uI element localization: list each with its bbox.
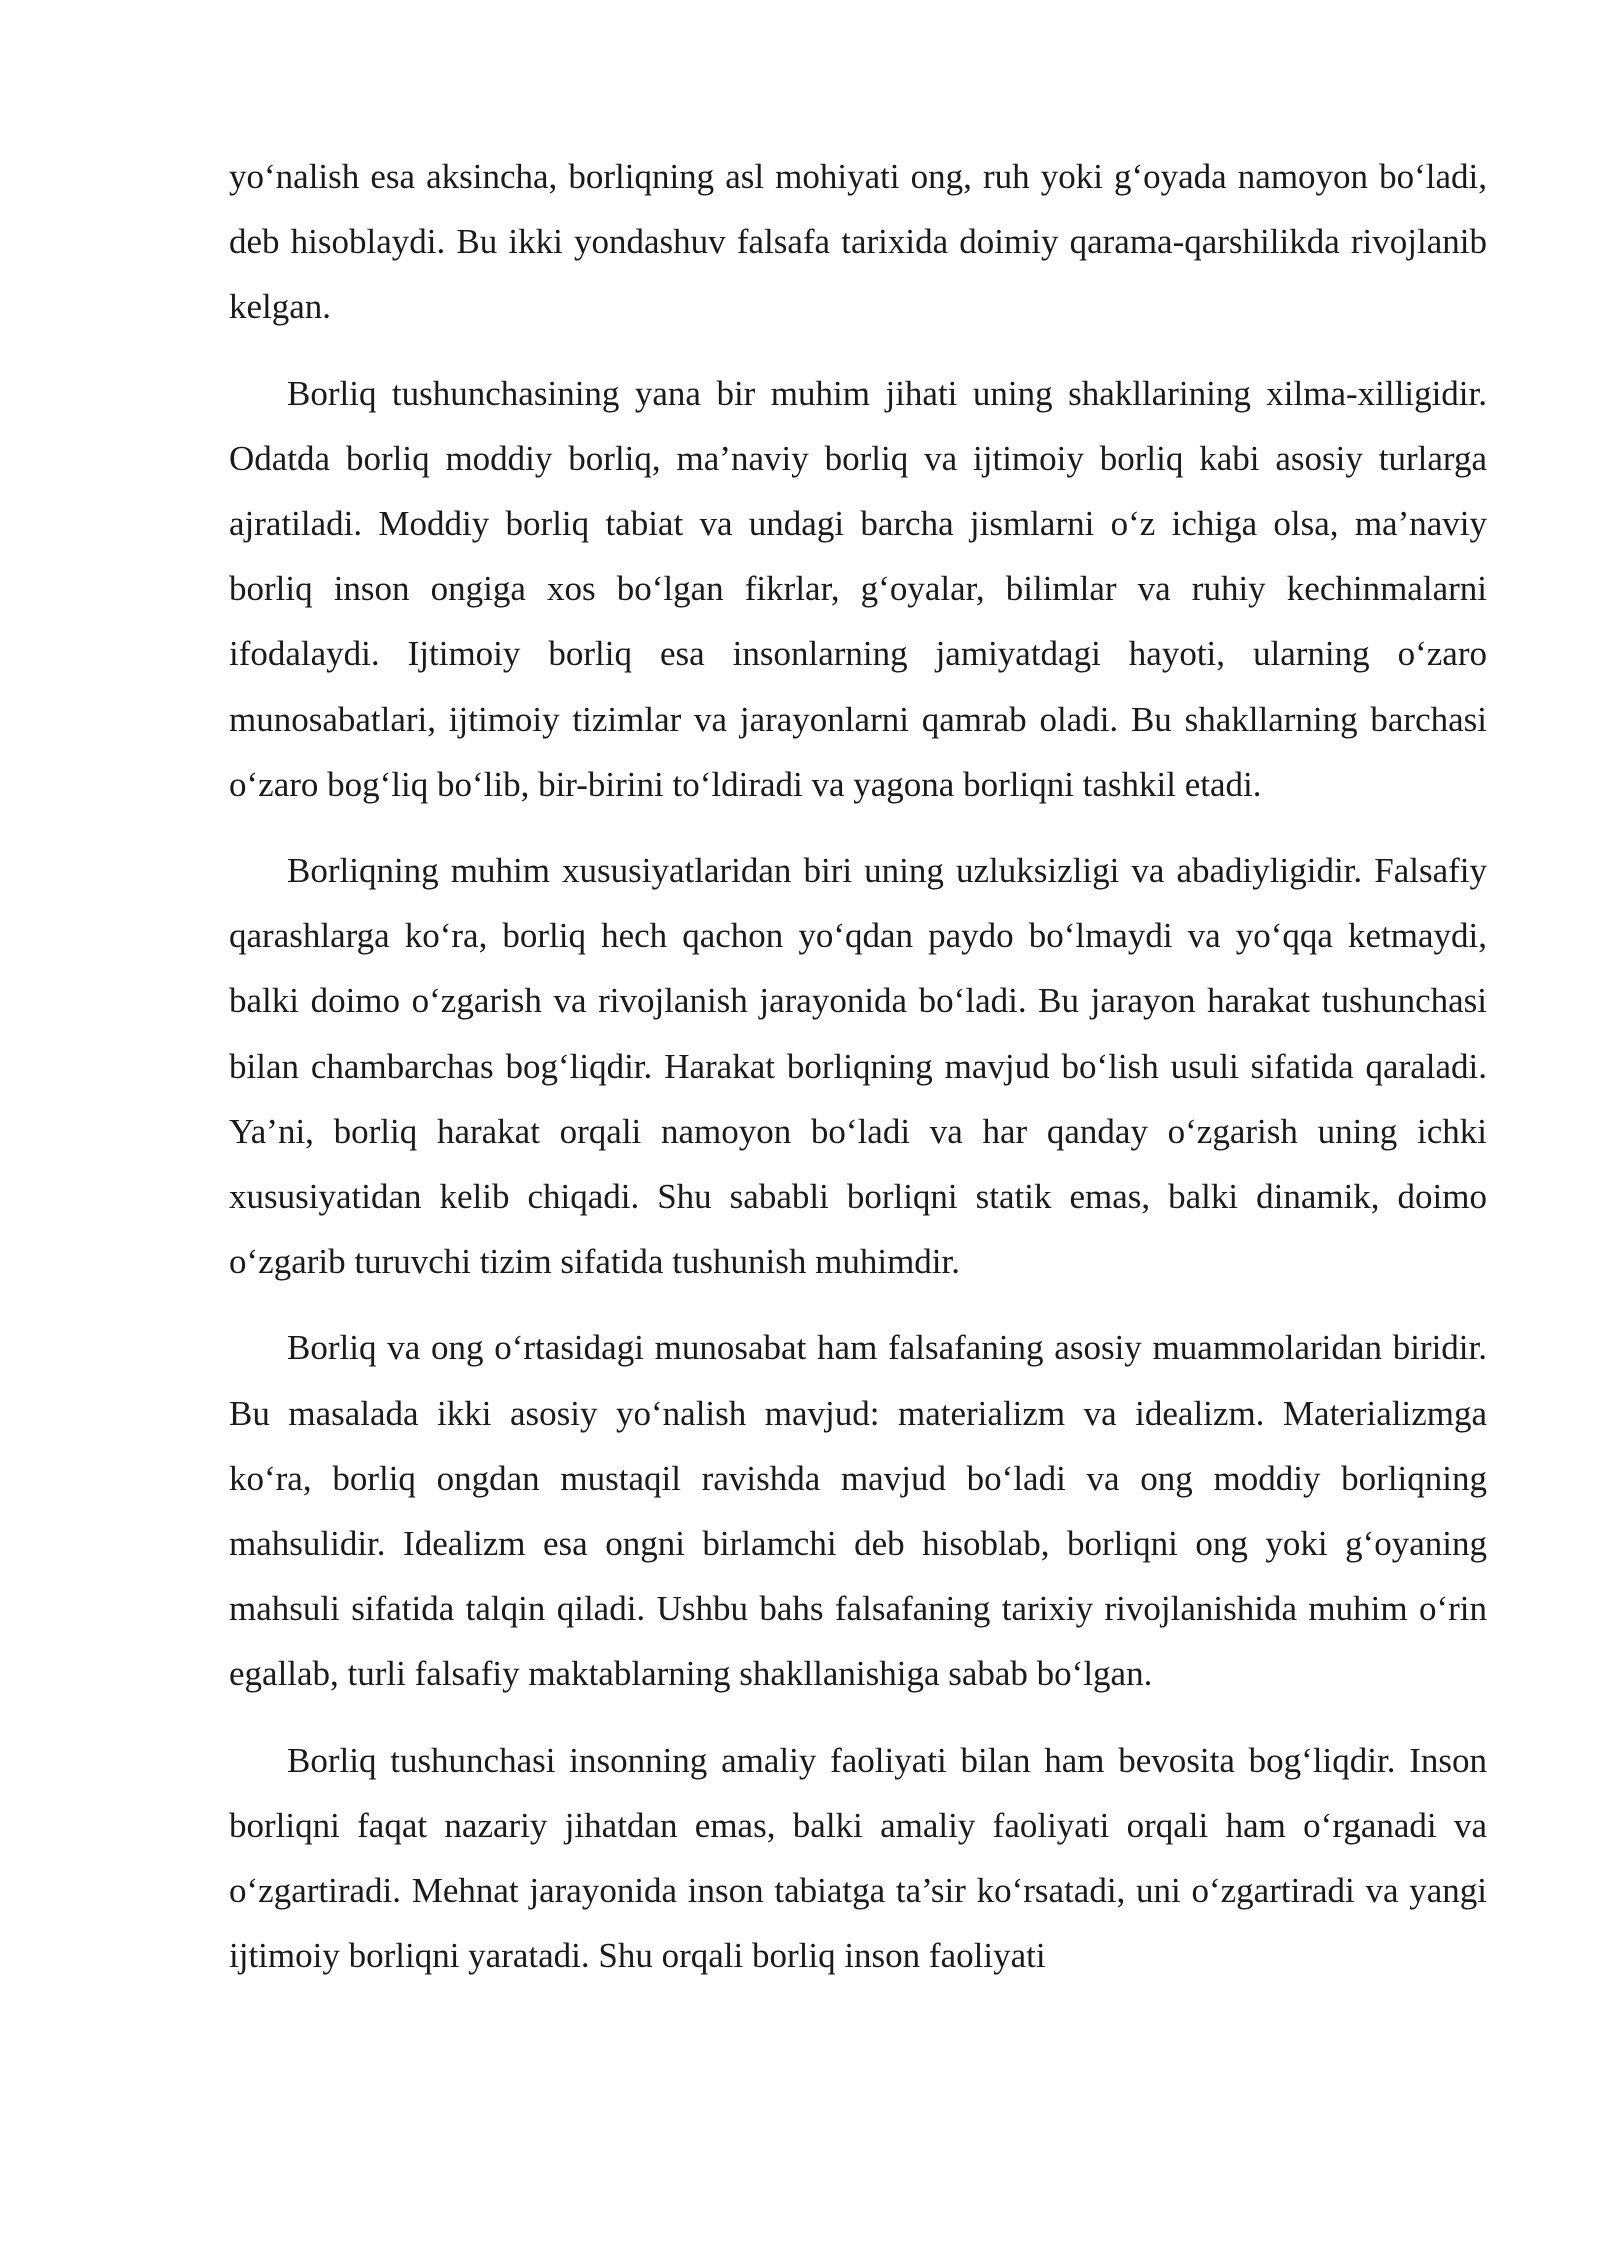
paragraph-2: Borliq tushunchasining yana bir muhim jihati uning shakllarining xilma-xilligidir. Odatda borliq moddiy borliq, ma’naviy borliq va ijtimoiy borliq kabi asosiy turlarga ajratiladi. Moddiy borliq tabiat va undagi barcha jismlarni o‘z ichiga olsa, ma’naviy borliq inson ongiga xos bo‘lgan fikrlar, g‘oyalar, bilimlar va ruhiy kechinmalarni ifodalaydi. Ijtimoiy borliq esa insonlarning jamiyatdagi hayoti, ularning o‘zaro munosabatlari, ijtimoiy tizimlar va jarayonlarni qamrab oladi. Bu shakllarning barchasi o‘zaro bog‘liq bo‘lib, bir-birini to‘ldiradi va yagona borliqni tashkil etadi. xyxy=(229,373,1487,804)
paragraph-3: Borliqning muhim xususiyatlaridan biri uning uzluksizligi va abadiyligidir. Falsafiy qarashlarga ko‘ra, borliq hech qachon yo‘qdan paydo bo‘lmaydi va yo‘qqa ketmaydi, balki doimo o‘zgarish va rivojlanish jarayonida bo‘ladi. Bu jarayon harakat tushunchasi bilan chambarchas bog‘liqdir. Harakat borliqning mavjud bo‘lish usuli sifatida qaraladi. Ya’ni, borliq harakat orqali namoyon bo‘ladi va har qanday o‘zgarish uning ichki xususiyatidan kelib chiqadi. Shu sababli borliqni statik emas, balki dinamik, doimo o‘zgarib turuvchi tizim sifatida tushunish muhimdir. xyxy=(229,851,1487,1282)
body-text xyxy=(229,144,1487,1988)
paragraph-5: Borliq tushunchasi insonning amaliy faoliyati bilan ham bevosita bog‘liqdir. Inson borliqni faqat nazariy jihatdan emas, balki amaliy faoliyati orqali ham o‘rganadi va o‘zgartiradi. Mehnat jarayonida inson tabiatga ta’sir ko‘rsatadi, uni o‘zgartiradi va yangi ijtimoiy borliqni yaratadi. Shu orqali borliq inson faoliyati xyxy=(229,1740,1487,1976)
paragraph-4: Borliq va ong o‘rtasidagi munosabat ham falsafaning asosiy muammolaridan biridir. Bu masalada ikki asosiy yo‘nalish mavjud: materializm va idealizm. Materializmga ko‘ra, borliq ongdan mustaqil ravishda mavjud bo‘ladi va ong moddiy borliqning mahsulidir. Idealizm esa ongni birlamchi deb hisoblab, borliqni ong yoki g‘oyaning mahsuli sifatida talqin qiladi. Ushbu bahs falsafaning tarixiy rivojlanishida muhim o‘rin egallab, turli falsafiy maktablarning shakllanishiga sabab bo‘lgan. xyxy=(229,1328,1487,1694)
paragraph-1: yo‘nalish esa aksincha, borliqning asl mohiyati ong, ruh yoki g‘oyada namoyon bo‘ladi, deb hisoblaydi. Bu ikki yondashuv falsafa tarixida doimiy qarama-qarshilikda rivojlanib kelgan. xyxy=(229,157,1487,327)
